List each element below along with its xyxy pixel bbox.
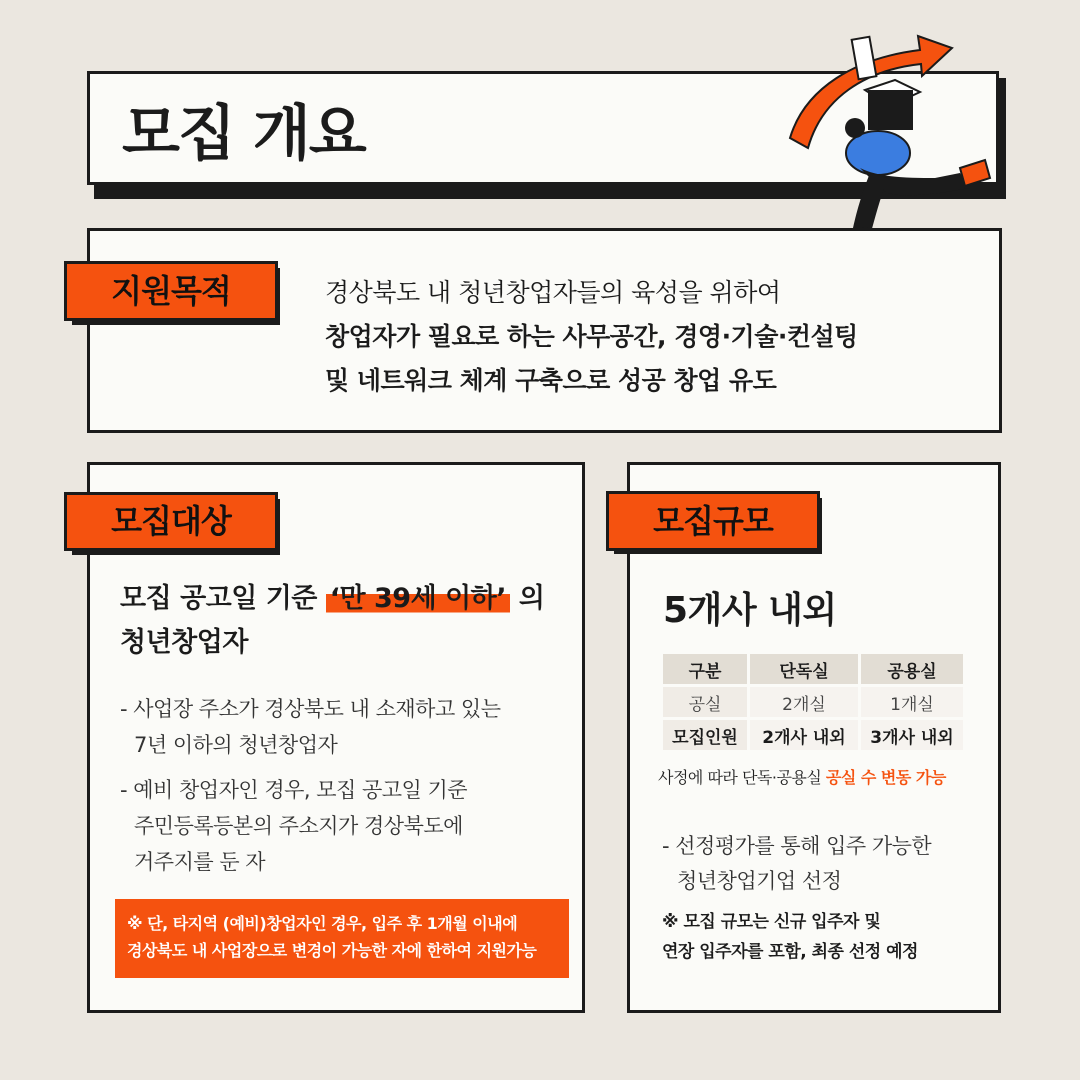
table-cell: 공실	[663, 687, 747, 717]
scale-item-line2: 청년창업기업 선정	[677, 869, 842, 893]
scale-note-pre: 사정에 따라 단독·공용실	[658, 768, 826, 787]
table-header-row	[663, 654, 963, 684]
table-header-cell: 구분	[663, 654, 747, 684]
target-notice	[115, 899, 569, 978]
table-row	[663, 720, 963, 750]
scale-item-line1: - 선정평가를 통해 입주 가능한	[662, 834, 932, 858]
scale-foot-line1: ※ 모집 규모는 신규 입주자 및	[662, 912, 881, 932]
target-item1-line2: 7년 이하의 청년창업자	[134, 733, 338, 757]
target-item1-line1: - 사업장 주소가 경상북도 내 소재하고 있는	[120, 697, 501, 721]
target-item2-line1: - 예비 창업자인 경우, 모집 공고일 기준	[120, 778, 468, 802]
purpose-line-1: 경상북도 내 청년창업자들의 육성을 위하여	[325, 278, 781, 307]
table-cell: 2개사 내외	[750, 720, 858, 750]
purpose-line-3: 및 네트워크 체계 구축으로 성공 창업 유도	[325, 366, 777, 395]
scale-headline: 5개사 내외	[663, 590, 837, 631]
table-cell: 1개실	[861, 687, 963, 717]
purpose-line-2: 창업자가 필요로 하는 사무공간, 경영·기술·컨설팅	[325, 322, 858, 351]
scale-tag: 모집규모	[606, 491, 820, 551]
table-cell: 3개사 내외	[861, 720, 963, 750]
table-header-cell: 공용실	[861, 654, 963, 684]
target-item2-line3: 거주지를 둔 자	[134, 850, 266, 874]
table-cell: 2개실	[750, 687, 858, 717]
target-headline-line2: 청년창업자	[120, 627, 248, 658]
scale-table	[660, 651, 966, 753]
target-headline-post: 의	[510, 583, 545, 614]
page-title: 모집 개요	[122, 99, 365, 169]
table-cell: 모집인원	[663, 720, 747, 750]
target-tag: 모집대상	[64, 492, 278, 551]
scale-foot-line2: 연장 입주자를 포함, 최종 선정 예정	[662, 942, 918, 962]
target-item2-line2: 주민등록등본의 주소지가 경상북도에	[134, 814, 463, 838]
table-row	[663, 687, 963, 717]
target-notice-line2: 경상북도 내 사업장으로 변경이 가능한 자에 한하여 지원가능	[127, 941, 537, 960]
scale-note	[658, 765, 946, 788]
age-highlight: ‘만 39세 이하’	[326, 583, 510, 614]
target-headline	[120, 576, 544, 615]
table-header-cell: 단독실	[750, 654, 858, 684]
scale-note-highlight: 공실 수 변동 가능	[825, 768, 946, 787]
target-notice-line1: ※ 단, 타지역 (예비)창업자인 경우, 입주 후 1개월 이내에	[127, 914, 518, 933]
target-headline-pre: 모집 공고일 기준	[120, 583, 326, 614]
purpose-tag: 지원목적	[64, 261, 278, 321]
person-with-arrow-illustration	[760, 28, 1010, 253]
